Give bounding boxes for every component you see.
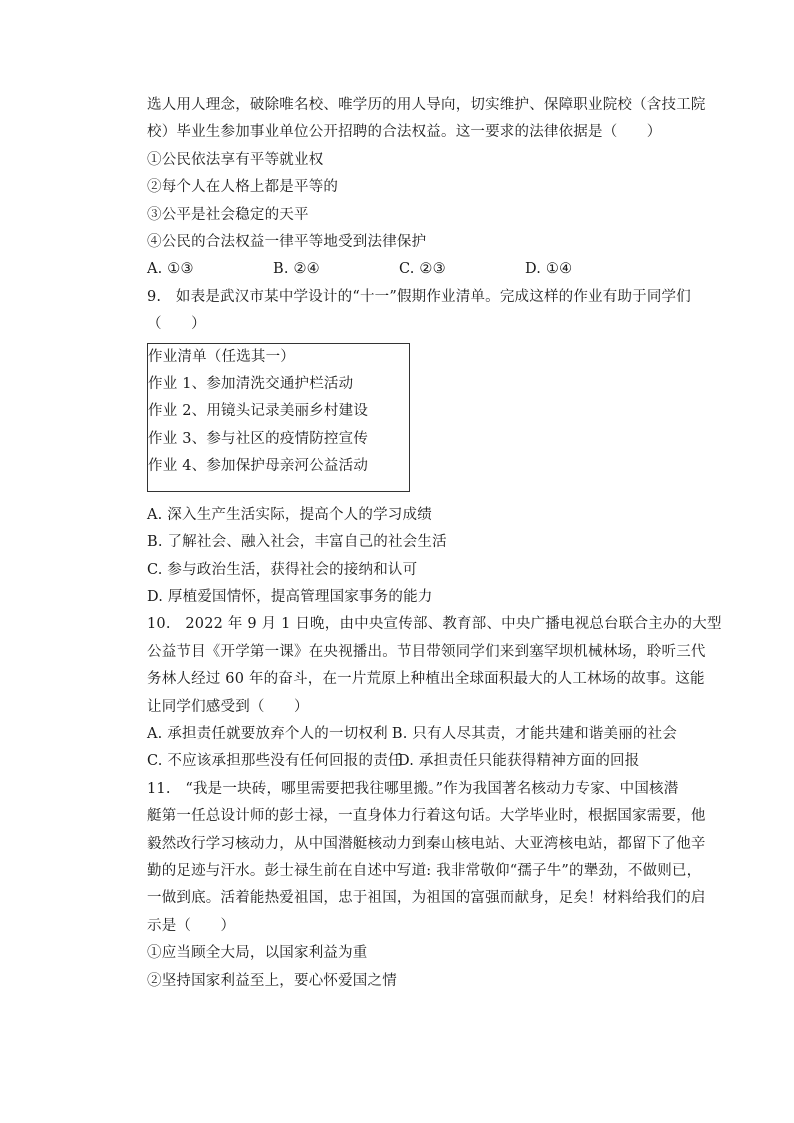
question-10-option-c: C. 不应该承担那些没有任何回报的责任 — [147, 753, 403, 770]
question-9-option-b: B. 了解社会、融入社会，丰富自己的社会生活 — [147, 534, 447, 551]
question-9-stem-line-2: （ ） — [147, 316, 206, 333]
question-10-option-d: D. 承担责任只能获得精神方面的回报 — [398, 753, 640, 770]
question-8-stem-line-2: 校）毕业生参加事业单位公开招聘的合法权益。这一要求的法律依据是（ ） — [147, 124, 662, 141]
question-8-option-b: B. ②④ — [273, 261, 320, 278]
question-8-option-d: D. ①④ — [525, 261, 573, 278]
question-9-stem-line-1: 9. 如表是武汉市某中学设计的“十一”假期作业清单。完成这样的作业有助于同学们 — [147, 288, 691, 305]
question-9 — [147, 284, 691, 611]
question-8-option-c: C. ②③ — [399, 261, 446, 278]
question-11-stem-line-4: 勤的足迹与汗水。彭士禄生前在自述中写道: 我非常敬仰“孺子牛”的犟劲，不做则已， — [147, 862, 702, 879]
question-10-options-row-2 — [147, 748, 677, 775]
question-11-item-2: ②坚持国家利益至上，要心怀爱国之情 — [147, 972, 397, 989]
question-8 — [147, 92, 706, 284]
question-8-options — [147, 256, 677, 283]
question-9-option-c: C. 参与政治生活，获得社会的接纳和认可 — [147, 561, 418, 578]
question-11-stem-line-3: 毅然改行学习核动力，从中国潜艇核动力到秦山核电站、大亚湾核电站，都留下了他辛 — [147, 835, 706, 852]
question-10-option-a: A. 承担责任就要放弃个人的一切权利 — [147, 725, 388, 742]
question-8-item-3: ③公平是社会稳定的天平 — [147, 206, 309, 223]
question-11-stem-line-1: 11. “我是一块砖，哪里需要把我往哪里搬。”作为我国著名核动力专家、中国核潜 — [147, 780, 679, 797]
homework-item-2: 作业 2、用镜头记录美丽乡村建设 — [148, 403, 369, 420]
homework-item-4: 作业 4、参加保护母亲河公益活动 — [148, 458, 369, 475]
question-8-item-4: ④公民的合法权益一律平等地受到法律保护 — [147, 234, 427, 251]
question-8-stem-line-1: 选人用人理念，破除唯名校、唯学历的用人导向，切实维护、保障职业院校（含技工院 — [147, 97, 706, 113]
question-9-option-a: A. 深入生产生活实际，提高个人的学习成绩 — [147, 506, 432, 523]
question-8-item-2: ②每个人在人格上都是平等的 — [147, 179, 339, 196]
question-10-stem-line-2: 公益节目《开学第一课》在央视播出。节目带领同学们来到塞罕坝机械林场，聆听三代 — [147, 643, 706, 660]
question-8-item-1: ①公民依法享有平等就业权 — [147, 151, 324, 168]
homework-list-table — [147, 343, 410, 492]
document-content — [147, 92, 722, 995]
question-10-stem-line-3: 务林人经过 60 年的奋斗，在一片荒原上种植出全球面积最大的人工林场的故事。这能 — [147, 671, 705, 688]
homework-list-title: 作业清单（任选其一） — [148, 348, 295, 365]
question-11-stem-line-2: 艇第一任总设计师的彭士禄，一直身体力行着这句话。大学毕业时，根据国家需要，他 — [147, 808, 706, 825]
question-11 — [147, 776, 706, 995]
question-11-stem-line-6: 示是（ ） — [147, 917, 236, 934]
question-8-option-a: A. ①③ — [147, 261, 194, 278]
question-10 — [147, 611, 722, 775]
homework-item-1: 作业 1、参加清洗交通护栏活动 — [148, 376, 354, 393]
question-10-stem-line-1: 10. 2022 年 9 月 1 日晚，由中央宣传部、教育部、中央广播电视总台联合主办的大型 — [147, 616, 722, 633]
question-11-item-1: ①应当顾全大局，以国家利益为重 — [147, 945, 368, 962]
question-10-option-b: B. 只有人尽其责，才能共建和谐美丽的社会 — [391, 725, 677, 742]
question-10-options-row-1 — [147, 721, 677, 748]
question-9-option-d: D. 厚植爱国情怀，提高管理国家事务的能力 — [147, 588, 433, 605]
question-10-stem-line-4: 让同学们感受到（ ） — [147, 698, 309, 715]
homework-item-3: 作业 3、参与社区的疫情防控宣传 — [148, 430, 369, 447]
question-11-stem-line-5: 一做到底。活着能热爱祖国，忠于祖国，为祖国的富强而献身，足矣！材料给我们的启 — [147, 890, 706, 907]
